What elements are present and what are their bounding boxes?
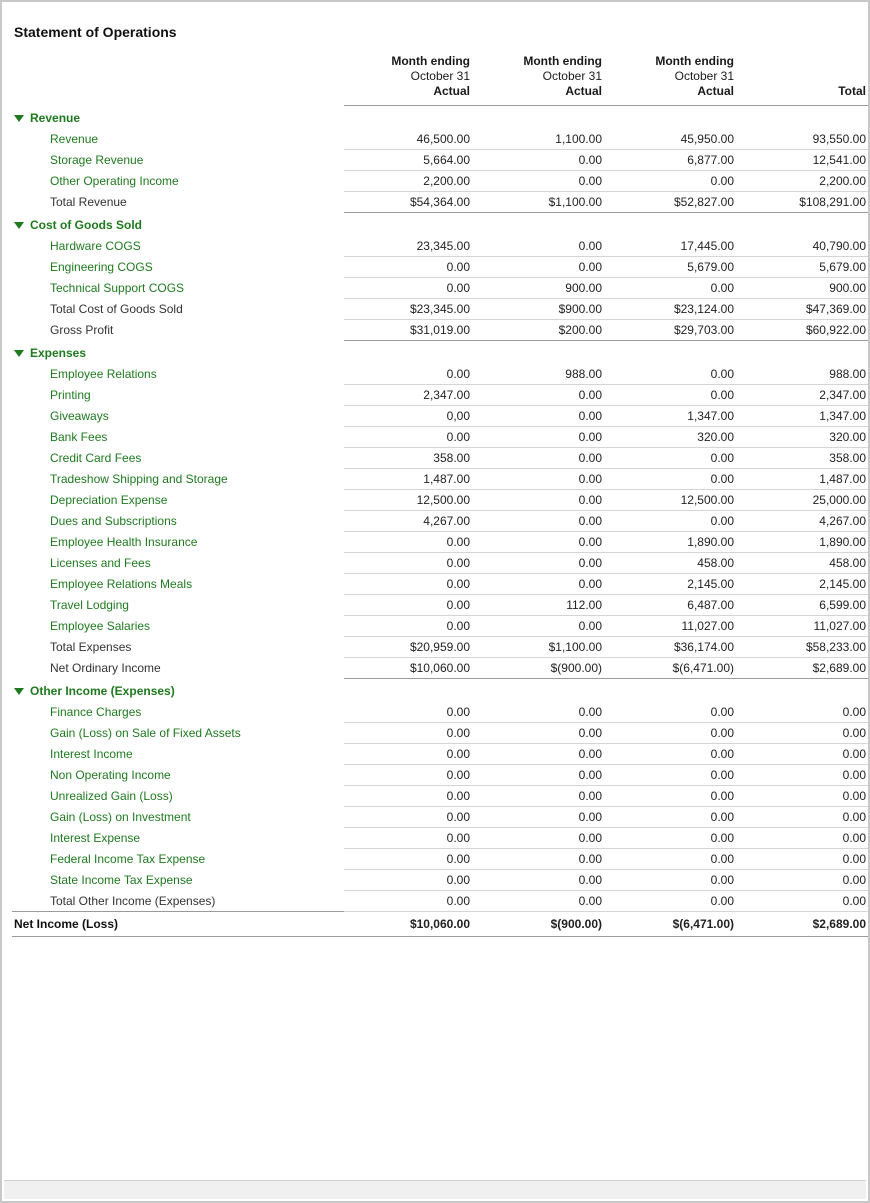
table-row (12, 702, 870, 723)
table-row (12, 171, 870, 192)
row-label: Net Income (Loss) (12, 912, 344, 937)
column-header-2-line2: October 31 (542, 69, 602, 83)
net-income-row (12, 912, 870, 937)
column-header-1-line2: October 31 (410, 69, 470, 83)
row-label: Total Expenses (50, 640, 132, 654)
row-label: Gain (Loss) on Investment (50, 810, 191, 824)
row-value: $36,174.00 (608, 637, 740, 658)
table-row (12, 765, 870, 786)
row-label: Other Operating Income (50, 174, 179, 188)
row-value: 2,145.00 (740, 574, 870, 595)
table-subtotal-row (12, 658, 870, 679)
row-value: 0.00 (608, 448, 740, 469)
row-label: Net Ordinary Income (50, 661, 161, 675)
row-value: 4,267.00 (344, 511, 476, 532)
row-value: $20,959.00 (344, 637, 476, 658)
table-row (12, 744, 870, 765)
row-value: $58,233.00 (740, 637, 870, 658)
table-row (12, 574, 870, 595)
row-label: Total Other Income (Expenses) (50, 893, 216, 908)
row-value: 40,790.00 (740, 236, 870, 257)
row-value: 46,500.00 (344, 129, 476, 150)
table-row (12, 385, 870, 406)
table-row (12, 595, 870, 616)
table-header-row (12, 54, 870, 105)
row-value: 12,500.00 (344, 490, 476, 511)
row-value: 45,950.00 (608, 129, 740, 150)
row-value: 0.00 (608, 765, 740, 786)
row-value: 11,027.00 (740, 616, 870, 637)
row-label: Revenue (50, 132, 99, 147)
table-row (12, 427, 870, 448)
row-value: 0.00 (476, 891, 608, 912)
row-value: 900.00 (740, 278, 870, 299)
row-value: 0.00 (476, 702, 608, 723)
row-value: $900.00 (476, 299, 608, 320)
row-value: 458.00 (740, 553, 870, 574)
table-row (12, 150, 870, 171)
row-value: 1,487.00 (344, 469, 476, 490)
row-value: 6,599.00 (740, 595, 870, 616)
row-label: Interest Expense (50, 831, 141, 845)
row-label: Technical Support COGS (50, 281, 185, 295)
row-label: Printing (50, 388, 91, 402)
row-value: 0.00 (476, 807, 608, 828)
column-header-1-line3: Actual (433, 84, 470, 98)
row-value: $23,345.00 (344, 299, 476, 320)
row-value: 1,347.00 (608, 406, 740, 427)
row-value: 1,890.00 (740, 532, 870, 553)
row-value: 0.00 (476, 849, 608, 870)
row-value: $2,689.00 (740, 912, 870, 937)
column-header-1-line1: Month ending (391, 54, 470, 68)
row-value: 0.00 (476, 553, 608, 574)
table-row (12, 469, 870, 490)
row-value: 1,100.00 (476, 129, 608, 150)
footer-band (4, 1180, 866, 1199)
section-header-cost-of-goods-sold[interactable] (12, 213, 870, 237)
table-subtotal-row (12, 320, 870, 341)
row-value: 0.00 (740, 744, 870, 765)
table-body (12, 106, 870, 937)
row-value: 900.00 (476, 278, 608, 299)
row-value: 0.00 (476, 574, 608, 595)
statement-table (12, 54, 870, 937)
row-value: 0.00 (344, 616, 476, 637)
row-value: 0.00 (608, 702, 740, 723)
row-value: 0.00 (740, 870, 870, 891)
row-value: 2,347.00 (740, 385, 870, 406)
column-header-2-line1: Month ending (523, 54, 602, 68)
row-value: 0.00 (344, 723, 476, 744)
row-value: 11,027.00 (608, 616, 740, 637)
page-title: Statement of Operations (14, 24, 177, 40)
row-value: 0.00 (476, 469, 608, 490)
row-value: 0.00 (344, 807, 476, 828)
table-row (12, 406, 870, 427)
row-value: 0.00 (608, 469, 740, 490)
section-header-other-income[interactable] (12, 679, 870, 703)
row-value: 320.00 (608, 427, 740, 448)
row-label: Employee Salaries (50, 619, 151, 633)
table-row (12, 807, 870, 828)
table-total-row (12, 891, 870, 912)
row-value: 0.00 (608, 807, 740, 828)
row-value: $60,922.00 (740, 320, 870, 341)
row-value: 0.00 (344, 595, 476, 616)
column-header-total-line3: Total (838, 84, 866, 98)
row-value: $108,291.00 (740, 192, 870, 213)
row-value: 0.00 (740, 849, 870, 870)
row-value: 0.00 (740, 702, 870, 723)
column-header-2 (476, 54, 608, 105)
row-value: 0.00 (608, 171, 740, 192)
row-value: 988.00 (476, 364, 608, 385)
section-header-expenses[interactable] (12, 341, 870, 365)
row-value: 0.00 (740, 786, 870, 807)
row-value: $1,100.00 (476, 637, 608, 658)
row-value: $52,827.00 (608, 192, 740, 213)
report-body (2, 2, 868, 937)
table-row (12, 532, 870, 553)
row-value: $47,369.00 (740, 299, 870, 320)
row-value: 0.00 (344, 702, 476, 723)
row-value: 17,445.00 (608, 236, 740, 257)
table-row (12, 257, 870, 278)
row-value: 0.00 (476, 723, 608, 744)
row-value: 0.00 (344, 553, 476, 574)
row-value: $54,364.00 (344, 192, 476, 213)
row-value: 12,541.00 (740, 150, 870, 171)
row-value: 0.00 (608, 849, 740, 870)
table-row (12, 616, 870, 637)
table-row (12, 490, 870, 511)
row-value: 0.00 (344, 427, 476, 448)
row-value: 2,347.00 (344, 385, 476, 406)
row-label: Total Revenue (50, 195, 127, 209)
row-value: 0.00 (476, 511, 608, 532)
table-row (12, 553, 870, 574)
table-total-row (12, 299, 870, 320)
section-title: Other Income (Expenses) (30, 684, 175, 698)
row-value: $1,100.00 (476, 192, 608, 213)
table-total-row (12, 637, 870, 658)
row-value: $29,703.00 (608, 320, 740, 341)
section-title: Revenue (30, 111, 81, 125)
table-row (12, 278, 870, 299)
column-header-3-line1: Month ending (655, 54, 734, 68)
row-value: 358.00 (344, 448, 476, 469)
row-value: 358.00 (740, 448, 870, 469)
row-label: State Income Tax Expense (50, 873, 193, 887)
section-title: Cost of Goods Sold (30, 218, 142, 232)
row-value: 0.00 (344, 278, 476, 299)
row-value: 0.00 (344, 870, 476, 891)
row-value: 0.00 (608, 744, 740, 765)
row-value: 0.00 (608, 278, 740, 299)
table-row (12, 828, 870, 849)
row-value: 0.00 (476, 828, 608, 849)
row-value: 320.00 (740, 427, 870, 448)
row-value: $23,124.00 (608, 299, 740, 320)
row-label: Gross Profit (50, 323, 114, 337)
row-value: 6,877.00 (608, 150, 740, 171)
table-row (12, 786, 870, 807)
row-value: 0.00 (476, 532, 608, 553)
row-label: Licenses and Fees (50, 556, 151, 570)
row-label: Depreciation Expense (50, 493, 168, 507)
row-value: 1,487.00 (740, 469, 870, 490)
row-value: $2,689.00 (740, 658, 870, 679)
row-label: Employee Relations Meals (50, 577, 193, 591)
column-header-total (740, 54, 870, 105)
table-row (12, 129, 870, 150)
column-header-1 (344, 54, 476, 105)
table-row (12, 511, 870, 532)
row-label: Gain (Loss) on Sale of Fixed Assets (50, 726, 241, 740)
row-value: 0.00 (608, 385, 740, 406)
table-row (12, 723, 870, 744)
row-value: 0.00 (608, 723, 740, 744)
row-value: 0.00 (344, 849, 476, 870)
row-value: 0.00 (740, 807, 870, 828)
row-value: 0.00 (344, 786, 476, 807)
table-total-row (12, 192, 870, 213)
row-value: 0.00 (476, 490, 608, 511)
row-value: 2,200.00 (740, 171, 870, 192)
row-value: 0.00 (344, 364, 476, 385)
section-header-other-income-cell (12, 679, 870, 703)
row-value: 0.00 (476, 616, 608, 637)
row-value: 0.00 (476, 385, 608, 406)
row-value: 0.00 (608, 891, 740, 912)
table-row (12, 364, 870, 385)
row-value: $31,019.00 (344, 320, 476, 341)
row-value: 1,890.00 (608, 532, 740, 553)
row-value: 0.00 (344, 257, 476, 278)
section-header-cogs-cell (12, 213, 870, 237)
row-value: 0.00 (740, 723, 870, 744)
row-label: Employee Health Insurance (50, 535, 198, 549)
row-value: 0.00 (740, 828, 870, 849)
row-value: 0.00 (608, 364, 740, 385)
row-value: 25,000.00 (740, 490, 870, 511)
row-value: 0.00 (476, 870, 608, 891)
row-value: 0.00 (476, 427, 608, 448)
row-label: Credit Card Fees (50, 451, 142, 465)
section-header-expenses-cell (12, 341, 870, 365)
row-value: 0.00 (476, 150, 608, 171)
row-value: 0.00 (608, 511, 740, 532)
row-value: $(6,471.00) (608, 912, 740, 937)
row-value: 0.00 (476, 406, 608, 427)
row-label: Employee Relations (50, 367, 157, 382)
row-value: 23,345.00 (344, 236, 476, 257)
row-value: 458.00 (608, 553, 740, 574)
row-value: 2,145.00 (608, 574, 740, 595)
row-value: 5,664.00 (344, 150, 476, 171)
row-value: 0.00 (608, 786, 740, 807)
row-label: Engineering COGS (50, 260, 153, 274)
row-value: 0.00 (344, 744, 476, 765)
row-label: Non Operating Income (50, 768, 171, 782)
section-header-revenue-cell (12, 106, 870, 130)
section-header-revenue[interactable] (12, 106, 870, 130)
column-header-3-line3: Actual (697, 84, 734, 98)
row-label: Interest Income (50, 747, 133, 761)
chevron-down-icon[interactable] (14, 222, 24, 229)
row-value: 0.00 (344, 891, 476, 912)
row-value: 0.00 (344, 828, 476, 849)
row-value: 0.00 (476, 236, 608, 257)
row-value: 0.00 (476, 765, 608, 786)
row-label: Travel Lodging (50, 598, 129, 612)
table-row (12, 849, 870, 870)
row-value: 5,679.00 (740, 257, 870, 278)
column-header-2-line3: Actual (565, 84, 602, 98)
row-value: 112.00 (476, 595, 608, 616)
row-value: 0.00 (608, 870, 740, 891)
row-label: Finance Charges (50, 705, 142, 720)
row-value: $10,060.00 (344, 658, 476, 679)
row-label: Dues and Subscriptions (50, 514, 177, 528)
row-value: 0.00 (344, 765, 476, 786)
row-value: 6,487.00 (608, 595, 740, 616)
header-label-spacer (12, 54, 344, 105)
row-label: Storage Revenue (50, 153, 144, 167)
chevron-down-icon[interactable] (14, 115, 24, 122)
row-label: Total Cost of Goods Sold (50, 302, 183, 316)
row-value: $10,060.00 (344, 912, 476, 937)
row-value: 0.00 (344, 574, 476, 595)
row-value: 0.00 (476, 257, 608, 278)
row-value: 0,00 (344, 406, 476, 427)
row-value: 93,550.00 (740, 129, 870, 150)
column-header-3 (608, 54, 740, 105)
row-value: 5,679.00 (608, 257, 740, 278)
row-value: 0.00 (740, 891, 870, 912)
table-row (12, 236, 870, 257)
row-value: 0.00 (608, 828, 740, 849)
row-label: Unrealized Gain (Loss) (50, 789, 173, 803)
row-value: 0.00 (476, 448, 608, 469)
row-value: $(900.00) (476, 658, 608, 679)
row-value: 4,267.00 (740, 511, 870, 532)
row-label: Tradeshow Shipping and Storage (50, 472, 228, 486)
row-value: 0.00 (344, 532, 476, 553)
chevron-down-icon[interactable] (14, 350, 24, 357)
table-row (12, 448, 870, 469)
row-value: $200.00 (476, 320, 608, 341)
column-header-3-line2: October 31 (674, 69, 734, 83)
chevron-down-icon[interactable] (14, 688, 24, 695)
row-value: 0.00 (476, 171, 608, 192)
table-row (12, 870, 870, 891)
row-value: 1,347.00 (740, 406, 870, 427)
row-value: 2,200.00 (344, 171, 476, 192)
row-label: Hardware COGS (50, 239, 141, 254)
row-value: 0.00 (476, 786, 608, 807)
row-label: Bank Fees (50, 430, 108, 444)
row-value: 0.00 (476, 744, 608, 765)
row-value: $(900.00) (476, 912, 608, 937)
row-value: 12,500.00 (608, 490, 740, 511)
row-label: Federal Income Tax Expense (50, 852, 206, 866)
row-label: Giveaways (50, 409, 109, 423)
row-value: 0.00 (740, 765, 870, 786)
section-title: Expenses (30, 346, 87, 360)
row-value: 988.00 (740, 364, 870, 385)
row-value: $(6,471.00) (608, 658, 740, 679)
